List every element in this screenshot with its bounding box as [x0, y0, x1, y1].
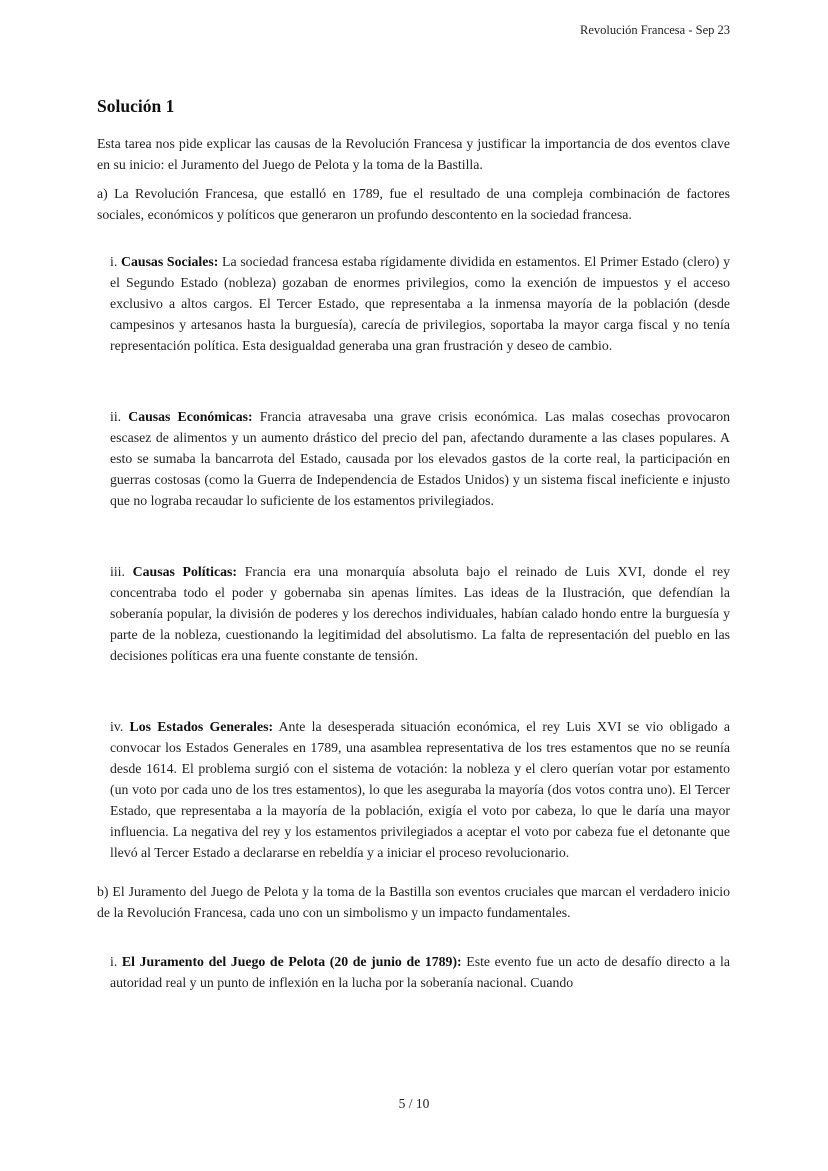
list-item-causas-economicas	[110, 406, 730, 511]
list-item-causas-politicas	[110, 561, 730, 666]
item-marker: i.	[110, 954, 118, 969]
item-label: Causas Políticas:	[132, 564, 237, 579]
item-text: Ante la desesperada situación económica, el rey Luis XVI se vio obligado a convocar los Estados Generales en 1789, una asamblea representativa de los tres estamentos que no se reunía desde 1614. El problema surgió con el sistema de votación: la nobleza y el clero querían votar por estamento (un voto por cada uno de los tres estamentos), lo que les aseguraba la mayoría (dos votos contra uno). El Tercer Estado, que representaba a la mayoría de la población, exigía el voto por cabeza, lo que le daría una mayor influencia. La negativa del rey y los estamentos privilegiados a aceptar el voto por cabeza fue el detonante que llevó al Tercer Estado a declararse en rebeldía y a iniciar el proceso revolucionario.	[110, 719, 730, 860]
item-label: El Juramento del Juego de Pelota (20 de junio de 1789):	[121, 954, 462, 969]
list-item-estados-generales	[110, 716, 730, 863]
causes-list	[97, 251, 730, 863]
list-item-juramento-juego-pelota	[110, 951, 730, 993]
item-text: Francia era una monarquía absoluta bajo el reinado de Luis XVI, donde el rey concentraba todo el poder y gobernaba sin apenas límites. Las ideas de la Ilustración, que defendían la soberanía popular, la división de poderes y los derechos individuales, habían calado hondo entre la burguesía y parte de la nobleza, cuestionando la legitimidad del absolutismo. La falta de representación del pueblo en las decisiones políticas era una fuente constante de tensión.	[110, 564, 730, 663]
page-footer	[0, 1096, 828, 1112]
item-text: La sociedad francesa estaba rígidamente dividida en estamentos. El Primer Estado (clero) y el Segundo Estado (nobleza) gozaban de enormes privilegios, como la exención de impuestos y el acceso exclusivo a altos cargos. El Tercer Estado, que representaba a la inmensa mayoría de la población (desde campesinos y artesanos hasta la burguesía), carecía de privilegios, soportaba la mayor carga fiscal y no tenía representación política. Esta desigualdad generaba una gran frustración y deseo de cambio.	[110, 254, 730, 353]
item-text: Este evento fue un acto de desafío directo a la autoridad real y un punto de inflexión en la lucha por la soberanía nacional. Cuando	[110, 954, 731, 990]
item-text: Francia atravesaba una grave crisis económica. Las malas cosechas provocaron escasez de alimentos y un aumento drástico del precio del pan, afectando duramente a las clases populares. A esto se sumaba la bancarrota del Estado, causada por los elevados gastos de la corte real, la participación en guerras costosas (como la Guerra de Independencia de Estados Unidos) y un sistema fiscal ineficiente e injusto que no lograba recaudar lo suficiente de los estamentos privilegiados.	[110, 409, 731, 508]
page-header	[97, 22, 730, 38]
item-marker: iii.	[110, 564, 125, 579]
list-item-causas-sociales	[110, 251, 730, 356]
header-right-text: Revolución Francesa - Sep 23	[580, 23, 730, 37]
item-label: Causas Sociales:	[121, 254, 219, 269]
item-marker: iv.	[110, 719, 124, 734]
page-number: 5 / 10	[398, 1096, 430, 1111]
item-label: Causas Económicas:	[128, 409, 253, 424]
events-list	[97, 951, 730, 993]
item-marker: ii.	[110, 409, 122, 424]
page-title: Solución 1	[97, 96, 175, 116]
intro-paragraph: Esta tarea nos pide explicar las causas de la Revolución Francesa y justificar la importancia de dos eventos clave en su inicio: el Juramento del Juego de Pelota y la toma de la Bastilla.	[97, 136, 730, 172]
part-b-paragraph: b) El Juramento del Juego de Pelota y la toma de la Bastilla son eventos cruciales que marcan el verdadero inicio de la Revolución Francesa, cada uno con un simbolismo y un impacto fundamentales.	[97, 884, 730, 920]
item-marker: i.	[110, 254, 118, 269]
item-label: Los Estados Generales:	[129, 719, 274, 734]
part-a-paragraph: a) La Revolución Francesa, que estalló en 1789, fue el resultado de una compleja combinación de factores sociales, económicos y políticos que generaron un profundo descontento en la sociedad francesa.	[97, 186, 730, 222]
